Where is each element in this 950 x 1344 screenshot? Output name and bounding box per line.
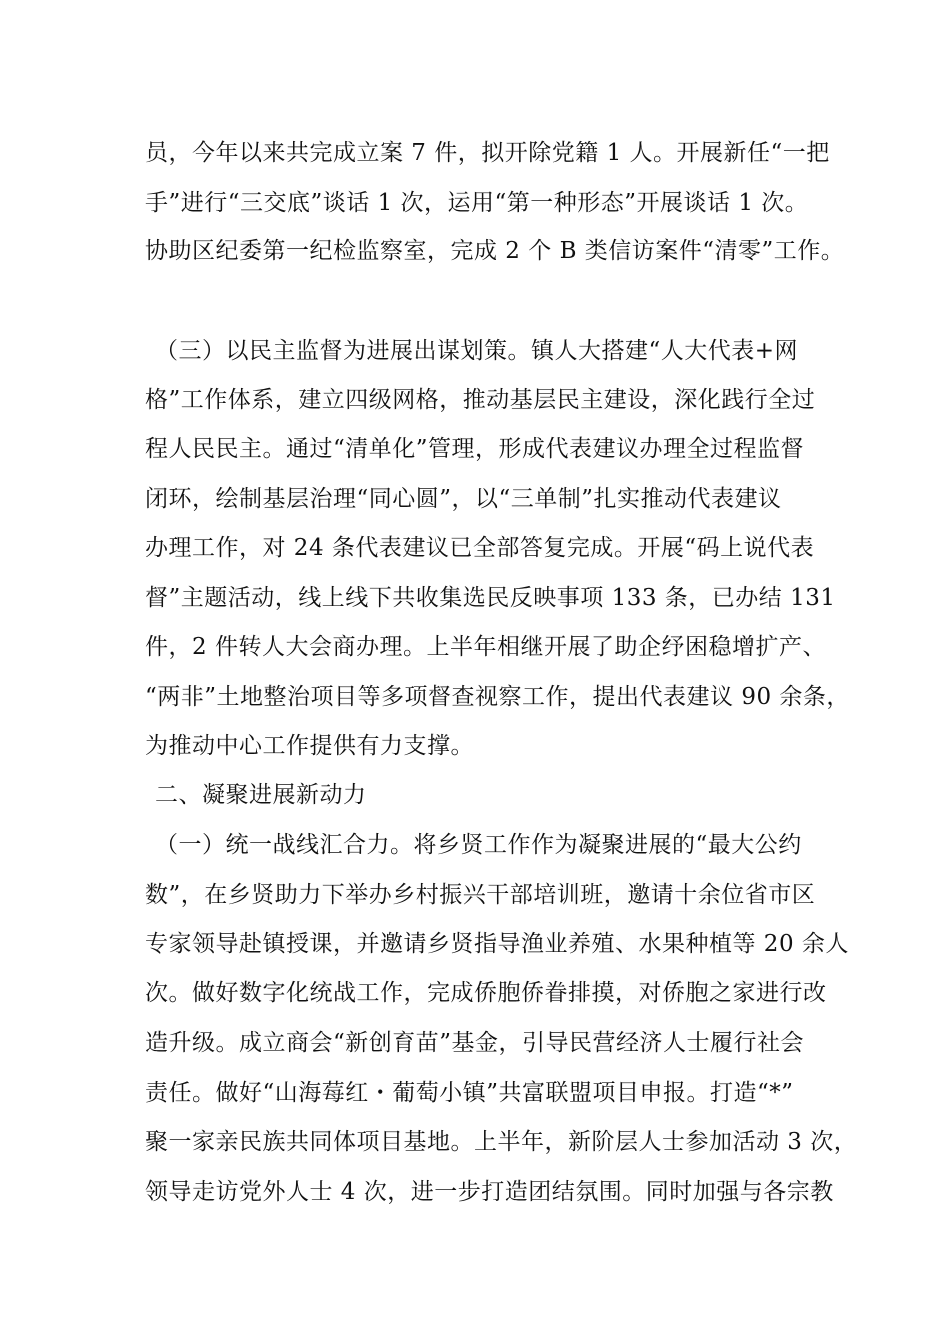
text-line: “两非”土地整治项目等多项督查视察工作，提出代表建议 90 余条， — [145, 684, 850, 710]
text-line: 手”进行“三交底”谈话 1 次，运用“第一种形态”开展谈话 1 次。 — [145, 190, 809, 216]
text-line: 督”主题活动，线上线下共收集选民反映事项 133 条，已办结 131 — [145, 585, 836, 611]
text-line: 员，今年以来共完成立案 7 件，拟开除党籍 1 人。开展新任“一把 — [145, 140, 830, 166]
text-line: 程人民民主。通过“清单化”管理，形成代表建议办理全过程监督 — [145, 436, 805, 462]
text-line: 协助区纪委第一纪检监察室，完成 2 个 B 类信访案件“清零”工作。 — [145, 238, 845, 264]
text-line: 造升级。成立商会“新创育苗”基金，引导民营经济人士履行社会 — [145, 1030, 805, 1056]
text-line: 数”，在乡贤助力下举办乡村振兴干部培训班，邀请十余位省市区 — [145, 882, 816, 908]
text-line: 件，2 件转人大会商办理。上半年相继开展了助企纾困稳增扩产、 — [145, 634, 826, 660]
text-line: 聚一家亲民族共同体项目基地。上半年，新阶层人士参加活动 3 次， — [145, 1129, 858, 1155]
section-title: 二、凝聚进展新动力 — [155, 782, 367, 808]
text-line: 专家领导赴镇授课，并邀请乡贤指导渔业养殖、水果种植等 20 余人 — [145, 931, 849, 957]
text-line: 办理工作，对 24 条代表建议已全部答复完成。开展“码上说代表 — [145, 535, 815, 561]
subsection-paragraph-start: （一）统一战线汇合力。将乡贤工作作为凝聚进展的“最大公约 — [155, 832, 802, 858]
text-line: 次。做好数字化统战工作，完成侨胞侨眷排摸，对侨胞之家进行改 — [145, 980, 827, 1006]
text-line: 领导走访党外人士 4 次，进一步打造团结氛围。同时加强与各宗教 — [145, 1179, 834, 1205]
text-line: 格”工作体系，建立四级网格，推动基层民主建设，深化践行全过 — [145, 387, 816, 413]
text-line: 闭环，绘制基层治理“同心圆”，以“三单制”扎实推动代表建议 — [145, 486, 782, 512]
text-line: 责任。做好“山海莓红・葡萄小镇”共富联盟项目申报。打造“*” — [145, 1080, 794, 1106]
text-line: 为推动中心工作提供有力支撑。 — [145, 733, 474, 759]
section-heading-paragraph-start: （三）以民主监督为进展出谋划策。镇人大搭建“人大代表+网 — [155, 338, 799, 364]
